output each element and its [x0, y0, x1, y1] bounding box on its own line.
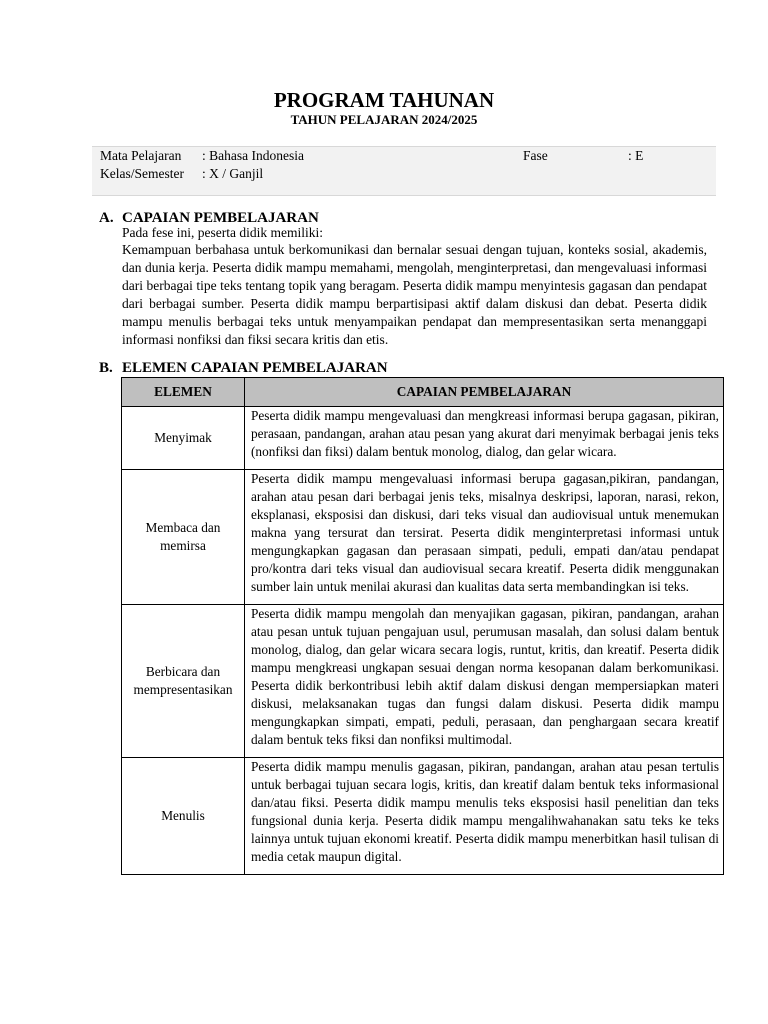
column-header-achievement: CAPAIAN PEMBELAJARAN: [245, 378, 724, 407]
class-value: : X / Ganjil: [202, 166, 264, 181]
section-b-heading: [99, 360, 388, 377]
column-header-element: ELEMEN: [122, 378, 245, 407]
element-cell: Berbicara dan mempresentasikan: [122, 605, 245, 758]
subject-value: : Bahasa Indonesia: [202, 148, 304, 163]
subject-label: Mata Pelajaran: [100, 148, 182, 163]
element-cell: Menyimak: [122, 407, 245, 470]
identity-row-subject: [92, 147, 716, 165]
phase-label: Fase: [523, 148, 548, 163]
section-b-title: ELEMEN CAPAIAN PEMBELAJARAN: [122, 360, 388, 376]
section-a-intro: Pada fese ini, peserta didik memiliki:: [122, 225, 323, 240]
achievement-cell: Peserta didik mampu menulis gagasan, pikiran, pandangan, arahan atau pesan tertulis untuk berbagai tujuan secara logis, kritis, dan kreatif dalam bentuk teks informasional dan/atau fiksi. Peserta didik mampu menulis teks eksposisi hasil penelitian dan teks fungsional dunia kerja. Peserta didik mampu mengalihwahanakan satu teks ke teks lainnya untuk tujuan ekonomi kreatif. Peserta didik mampu menerbitkan hasil tulisan di media cetak maupun digital.: [245, 758, 724, 875]
section-b-letter: B.: [99, 360, 113, 376]
page-subtitle: TAHUN PELAJARAN 2024/2025: [290, 112, 478, 127]
achievement-cell: Peserta didik mampu mengevaluasi dan mengkreasi informasi berupa gagasan, pikiran, perasaan, pandangan, arahan atau pesan yang akurat dari menyimak berbagai jenis teks (nonfiksi dan fiksi) dalam bentuk monolog, dialog, dan gelar wicara.: [245, 407, 724, 470]
table-header-row: [122, 378, 724, 407]
phase-value: : E: [628, 148, 644, 163]
page-title: PROGRAM TAHUNAN: [273, 88, 495, 112]
section-a-letter: A.: [99, 210, 114, 226]
element-cell: Menulis: [122, 758, 245, 875]
table-row: [122, 407, 724, 470]
achievement-cell: Peserta didik mampu mengevaluasi informasi berupa gagasan,pikiran, pandangan, arahan atau pesan dari berbagai jenis teks, misalnya deskripsi, laporan, narasi, rekon, eksplanasi, eksposisi dan diskusi, dari teks visual dan audiovisual untuk menemukan makna yang tersurat dan tersirat. Peserta didik menginterpretasi informasi untuk mengungkapkan gagasan dan perasaan simpati, peduli, empati dan/atau pendapat pro/kontra dari teks visual dan audiovisual secara kreatif. Peserta didik menggunakan sumber lain untuk menilai akurasi dan kualitas data serta membandingkan isi teks.: [245, 470, 724, 605]
elements-table: [121, 377, 724, 875]
table-row: [122, 605, 724, 758]
section-a-body: [122, 226, 707, 349]
section-a-paragraph: Kemampuan berbahasa untuk berkomunikasi dan bernalar sesuai dengan tujuan, konteks sosial, akademis, dan dunia kerja. Peserta didik mampu memahami, mengolah, menginterpretasi, dan mengevaluasi informasi dari berbagai tipe teks tentang topik yang beragam. Peserta didik mampu menyintesis gagasan dan pendapat dari berbagai sumber. Peserta didik mampu berpartisipasi aktif dalam diskusi dan debat. Peserta didik mampu menulis berbagai teks untuk menyampaikan pendapat dan mempresentasikan serta menanggapi informasi nonfiksi dan fiksi secara kritis dan etis.: [122, 242, 707, 347]
section-a-title: CAPAIAN PEMBELAJARAN: [122, 210, 319, 226]
achievement-cell: Peserta didik mampu mengolah dan menyajikan gagasan, pikiran, pandangan, arahan atau pesan untuk tujuan pengajuan usul, perumusan masalah, dan solusi dalam bentuk monolog, dialog, dan gelar wicara secara logis, runtut, kritis, dan kreatif. Peserta didik mampu mengkreasi ungkapan sesuai dengan norma kesopanan dalam berkomunikasi. Peserta didik berkontribusi lebih aktif dalam diskusi dengan mempersiapkan materi diskusi, melaksanakan tugas dan fungsi dalam diskusi. Peserta didik mampu mengungkapkan simpati, empati, peduli, perasaan, dan penghargaan secara kreatif dalam bentuk teks fiksi dan nonfiksi multimodal.: [245, 605, 724, 758]
table-row: [122, 758, 724, 875]
class-label: Kelas/Semester: [100, 166, 184, 181]
table-row: [122, 470, 724, 605]
identity-box: [92, 146, 716, 196]
element-cell: Membaca dan memirsa: [122, 470, 245, 605]
identity-row-class: [92, 165, 716, 183]
